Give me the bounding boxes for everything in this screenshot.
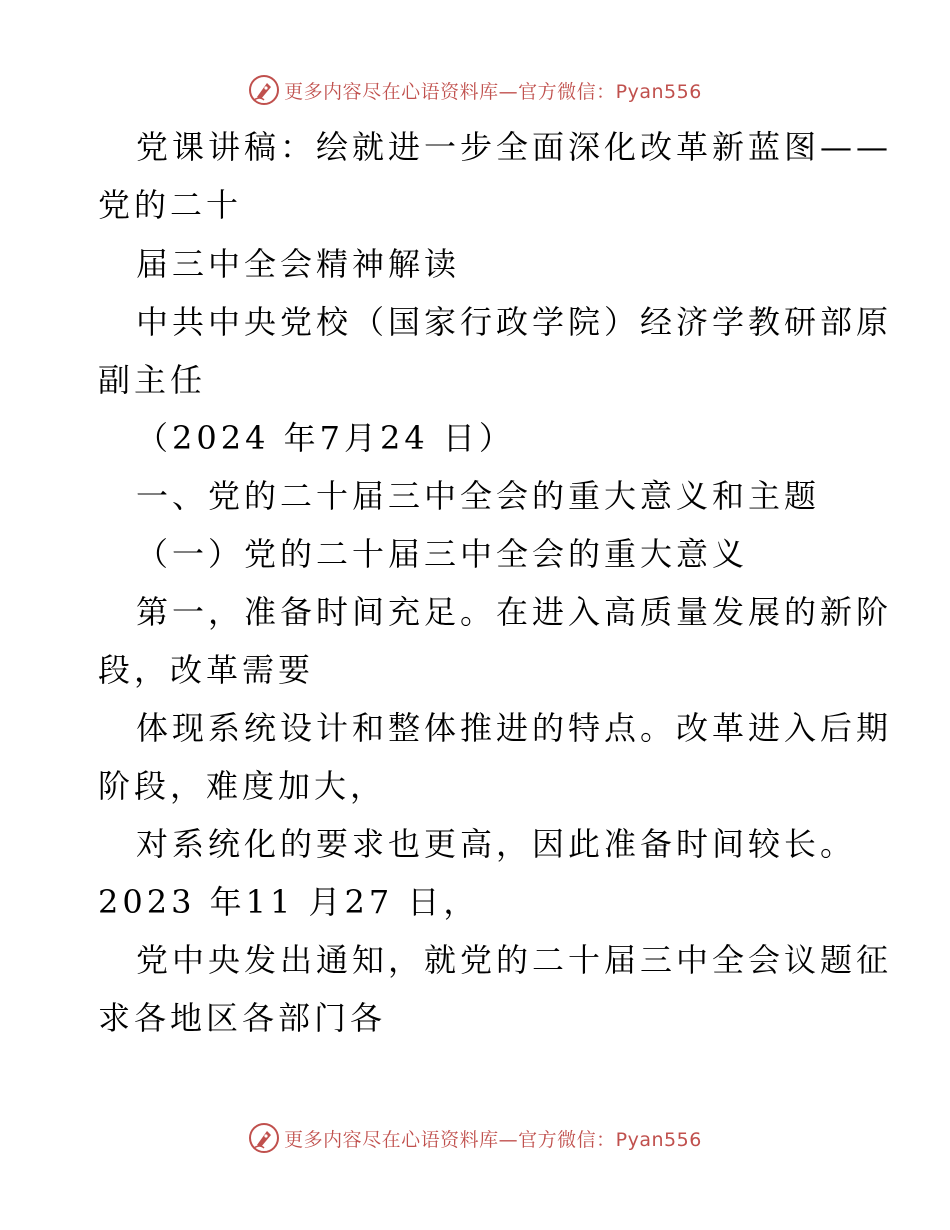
footer-banner-text: 更多内容尽在心语资料库—官方微信：Pyan556	[284, 1128, 702, 1151]
doc-paragraph-line: 求各地区各部门各	[98, 999, 387, 1037]
doc-paragraph-line: 对系统化的要求也更高，因此准备时间较长。	[136, 825, 857, 863]
doc-paragraph-line: 体现系统设计和整体推进的特点。改革进入后期	[136, 709, 893, 747]
header-banner-text: 更多内容尽在心语资料库—官方微信：Pyan556	[284, 80, 702, 103]
footer-banner-inner	[248, 1122, 702, 1154]
pen-nib-logo-icon	[248, 1122, 280, 1154]
doc-title-line-3: 届三中全会精神解读	[136, 245, 461, 283]
footer-watermark-banner	[0, 1118, 950, 1158]
doc-paragraph-line: 2023 年11 月27 日，	[98, 883, 480, 921]
doc-author-line-1: 中共中央党校（国家行政学院）经济学教研部原	[136, 303, 893, 341]
doc-section-heading: 一、党的二十届三中全会的重大意义和主题	[136, 477, 821, 515]
doc-title-line-1: 党课讲稿：绘就进一步全面深化改革新蓝图——	[136, 128, 893, 166]
doc-paragraph-line: 段，改革需要	[98, 651, 315, 689]
doc-paragraph-line: 党中央发出通知，就党的二十届三中全会议题征	[136, 941, 893, 979]
doc-date-line: （2024 年7月24 日）	[136, 419, 515, 457]
doc-author-line-2: 副主任	[98, 361, 207, 399]
doc-paragraph-line: 阶段，难度加大，	[98, 767, 387, 805]
doc-subsection-heading: （一）党的二十届三中全会的重大意义	[136, 535, 749, 573]
doc-paragraph-line: 第一，准备时间充足。在进入高质量发展的新阶	[136, 593, 893, 631]
doc-title-line-2: 党的二十	[98, 186, 243, 224]
